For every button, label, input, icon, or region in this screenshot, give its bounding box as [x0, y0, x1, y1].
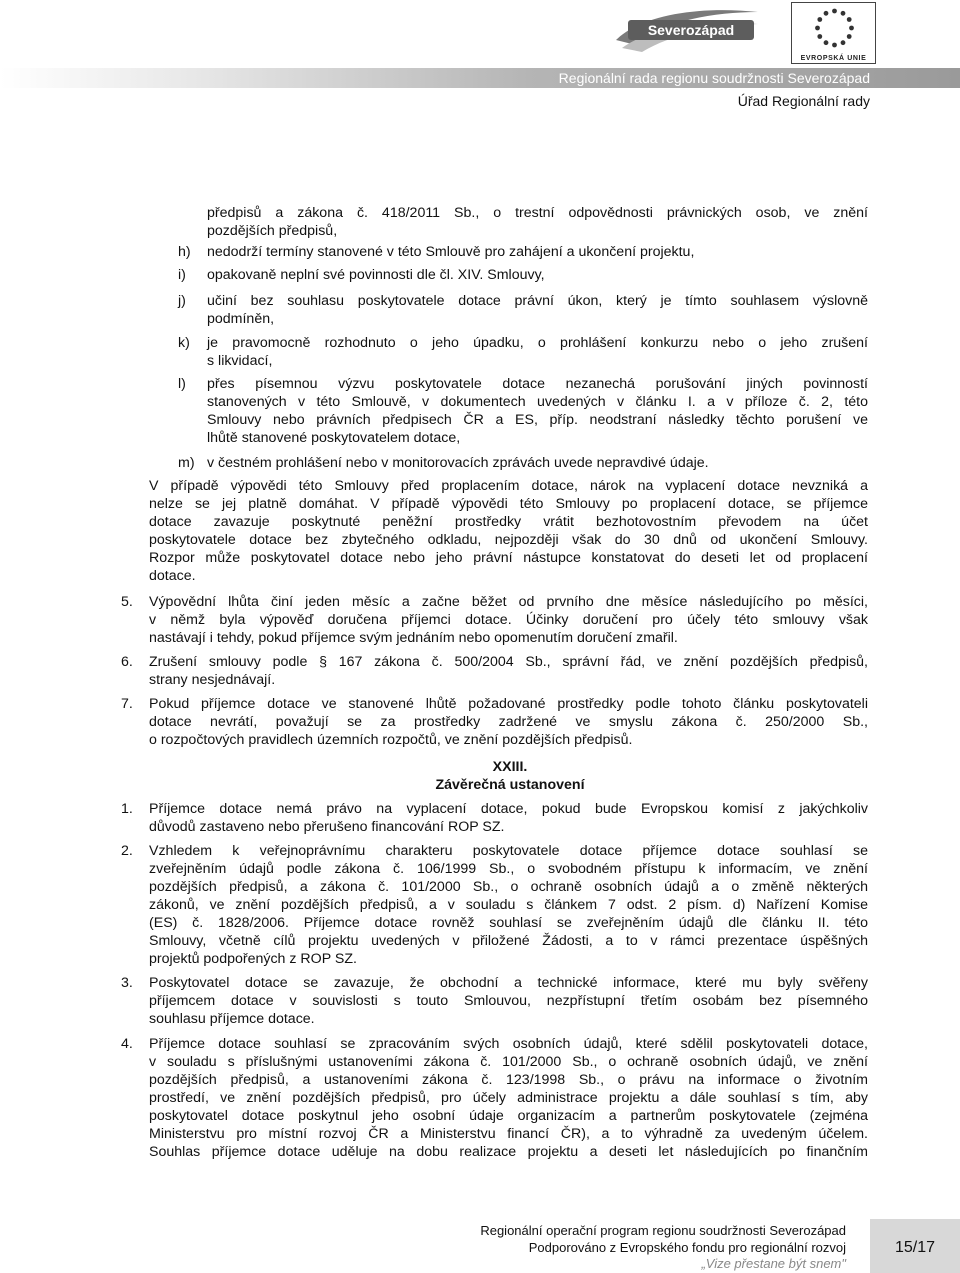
list-label: 4.: [121, 1036, 133, 1052]
text-line: o rozpočtových pravidlech územních rozpočtů, ve znění pozdějších předpisů.: [149, 732, 633, 748]
list-label: h): [178, 244, 191, 260]
list-label: l): [178, 376, 186, 392]
eu-caption: EVROPSKÁ UNIE: [800, 55, 867, 62]
severozapad-logo-text: Severozápad: [647, 22, 735, 38]
text-line: (ES) č. 1828/2006. Příjemce dotace rovněž souhlasí se zveřejněním údajů dle článku II. této: [149, 915, 868, 931]
text-line: v čestném prohlášení nebo v monitorovacích zprávách uvede nepravdivé údaje.: [207, 455, 709, 471]
list-label: 6.: [121, 654, 133, 670]
text-line: nelze se jej platně domáhat. V případě výpovědi této Smlouvy po proplacení dotace, se příjemce: [149, 496, 868, 512]
text-line: pozdějších předpisů,: [207, 223, 338, 239]
text-line: nedodrží termíny stanovené v této Smlouvě pro zahájení a ukončení projektu,: [207, 244, 695, 260]
list-label: 3.: [121, 975, 133, 991]
footer-line-1: Regionální operační program regionu soudržnosti Severozápad: [480, 1223, 846, 1238]
text-line: prostředí, ve znění pozdějších předpisů, pro účely administrace projektu a dále souhlasí s tím, aby: [149, 1090, 868, 1106]
text-line: přes písemnou výzvu poskytovatele dotace nezanechá porušování jiných povinností: [207, 376, 868, 392]
text-line: Výpovědní lhůta činí jeden měsíc a začne běžet od prvního dne měsíce následujícího po měsíci,: [149, 594, 868, 610]
text-line: dotace nevrátí, považují se za prostředky zadržené ve smyslu zákona č. 250/2000 Sb.,: [149, 714, 868, 730]
list-label: 1.: [121, 801, 133, 817]
section-title: Závěrečná ustanovení: [435, 777, 585, 793]
page-number-box: [870, 1219, 960, 1273]
header-office: Úřad Regionální rady: [737, 93, 870, 109]
text-line: strany nesjednávají.: [149, 672, 276, 688]
text-line: poskytovatel dotace poskytnul jeho osobní údaje organizacím a partnerům poskytovatele (zejména: [149, 1108, 868, 1124]
text-line: zveřejněním údajů podle zákona č. 106/1999 Sb., o svobodném přístupu k informacím, ve znění: [149, 861, 868, 877]
text-line: příjemcem dotace v souvislosti s touto Smlouvou, nezpřístupní třetím osobám bez písemného: [149, 993, 868, 1009]
list-label: j): [178, 293, 186, 309]
list-label: i): [178, 267, 186, 283]
text-line: Poskytovatel dotace se zavazuje, že obchodní a technické informace, které mu byly svěřeny: [149, 975, 868, 991]
text-line: nastávají i tehdy, pokud příjemce svým jednáním nebo opomenutím doručení zmařil.: [149, 630, 678, 646]
text-line: Vzhledem k veřejnoprávnímu charakteru poskytovatele dotace příjemce dotace souhlasí se: [149, 843, 868, 859]
text-line: lhůtě stanovené poskytovatelem dotace,: [207, 430, 461, 446]
header-org: Regionální rada regionu soudržnosti Severozápad: [558, 70, 870, 86]
list-label: 5.: [121, 594, 133, 610]
section-number: XXIII.: [492, 759, 528, 775]
eu-flag-logo: [791, 2, 876, 64]
page-number: 15/17: [894, 1239, 936, 1256]
header-band: [0, 68, 960, 88]
text-line: podmíněn,: [207, 311, 275, 327]
text-line: Příjemce dotace nemá právo na vyplacení dotace, pokud bude Evropskou komisí z jakýchkoliv: [149, 801, 868, 817]
footer-line-2: Podporováno z Evropského fondu pro regionální rozvoj: [528, 1240, 846, 1255]
text-line: Příjemce dotace souhlasí se zpracováním svých osobních údajů, které sdělil poskytovateli dotace,: [149, 1036, 868, 1052]
text-line: projektů podpořených z ROP SZ.: [149, 951, 357, 967]
text-line: pozdějších předpisů, a ustanoveními zákona č. 123/1998 Sb., o právu na informace o životním: [149, 1072, 868, 1088]
text-line: v souladu s příslušnými ustanoveními zákona č. 101/2000 Sb., o ochraně osobních údajů, ve znění: [149, 1054, 868, 1070]
text-line: pozdějších předpisů, a zákona č. 101/2000 Sb., o ochraně osobních údajů a o změně některých: [149, 879, 868, 895]
text-line: předpisů a zákona č. 418/2011 Sb., o trestní odpovědnosti právnických osob, ve znění: [207, 205, 868, 221]
list-label: m): [178, 455, 195, 471]
text-line: Souhlas příjemce dotace uděluje na dobu realizace projektu a deseti let následujících po finančním: [149, 1144, 868, 1160]
text-line: Pokud příjemce dotace ve stanovené lhůtě požadované prostředky podle tohoto článku poskytovateli: [149, 696, 868, 712]
text-line: Rozpor může poskytovatel dotace nebo jeho právní nástupce konstatovat do deseti let od proplacení: [149, 550, 868, 566]
text-line: dotace.: [149, 568, 196, 584]
list-label: k): [178, 335, 190, 351]
text-line: důvodů zastaveno nebo přerušeno financování ROP SZ.: [149, 819, 505, 835]
text-line: je pravomocně rozhodnuto o jeho úpadku, o prohlášení konkurzu nebo o jeho zrušení: [207, 335, 868, 351]
text-line: stanovených v této Smlouvě, v dokumentech uvedených v článku I. a v příloze č. 2, této: [207, 394, 868, 410]
text-line: zákonů, ve znění pozdějších předpisů, a v souladu s článkem 7 odst. 2 písm. d) Nařízení Komise: [149, 897, 868, 913]
list-label: 7.: [121, 696, 133, 712]
text-line: Smlouvy, včetně cílů projektu uvedených v přiložené Žádosti, a to v rámci prezentace úspěšných: [149, 933, 868, 949]
text-line: v němž byla výpověď doručena příjemci dotace. Účinky doručení pro účely této smlouvy však: [149, 612, 868, 628]
text-line: Zrušení smlouvy podle § 167 zákona č. 500/2004 Sb., správní řád, ve znění pozdějších předpisů,: [149, 654, 868, 670]
text-line: dotace zavazuje poskytnuté peněžní prostředky vrátit bezhotovostním převodem na účet: [149, 514, 868, 530]
text-line: Ministerstvu pro místní rozvoj ČR a Ministerstvu financí ČR), a to výhradně za uvedeným účelem.: [149, 1126, 868, 1142]
text-line: poskytovatele dotace bez zbytečného odkladu, nejpozději však do 30 dnů od ukončení Smlouvy.: [149, 532, 868, 548]
text-line: s likvidací,: [207, 353, 273, 369]
severozapad-logo: [612, 4, 760, 58]
text-line: V případě výpovědi této Smlouvy před proplacením dotace, nárok na vyplacení dotace nevzniká a: [149, 478, 868, 494]
footer-motto: „Vize přestane být snem": [701, 1256, 846, 1271]
list-label: 2.: [121, 843, 133, 859]
text-line: souhlasu příjemce dotace.: [149, 1011, 315, 1027]
text-line: opakovaně neplní své povinnosti dle čl. XIV. Smlouvy,: [207, 267, 545, 283]
text-line: učiní bez souhlasu poskytovatele dotace právní úkon, který je tímto souhlasem výslovně: [207, 293, 868, 309]
text-line: Smlouvy nebo právních předpisech ČR a ES, příp. neodstraní následky těchto porušení ve: [207, 412, 868, 428]
